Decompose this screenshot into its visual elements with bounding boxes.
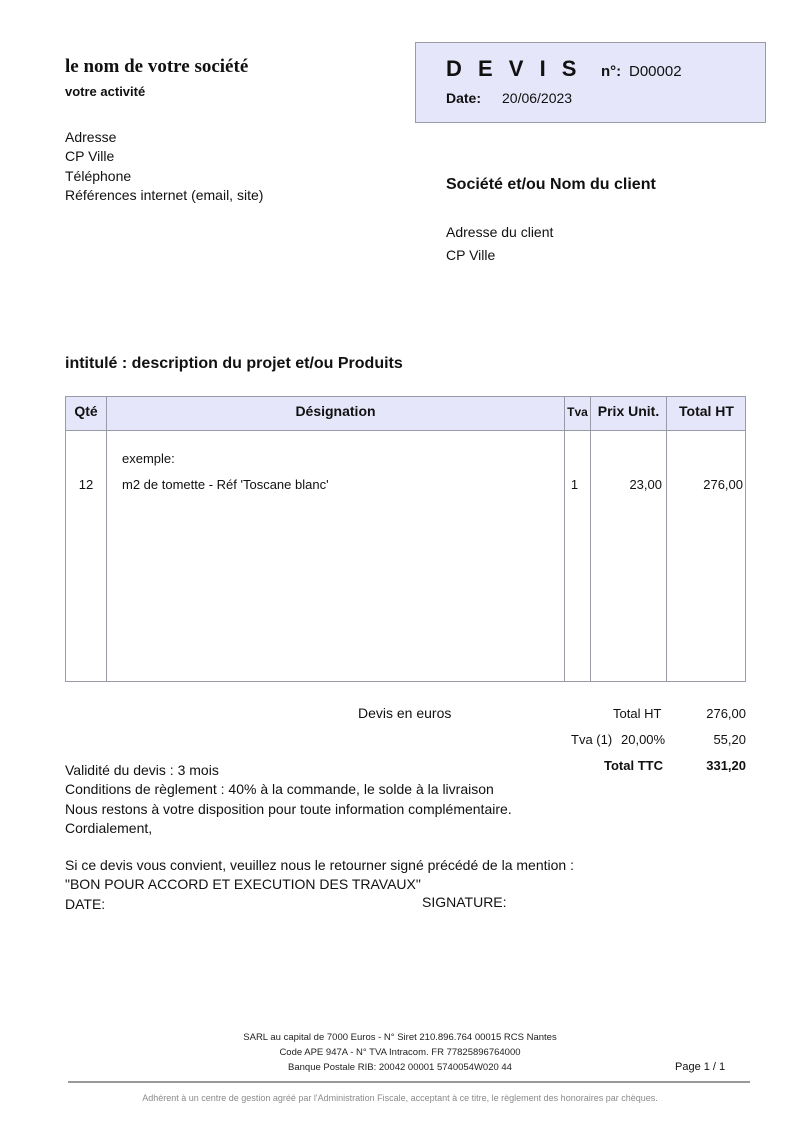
row-qty: 12 xyxy=(78,477,94,492)
payment-terms: Conditions de règlement : 40% à la commande, le solde à la livraison xyxy=(65,781,494,798)
company-web: Références internet (email, site) xyxy=(65,186,264,203)
total-ttc-label: Total TTC xyxy=(604,758,663,773)
company-address: Adresse xyxy=(65,129,117,145)
column-divider xyxy=(666,397,667,681)
row-total-ht: 276,00 xyxy=(703,477,743,492)
quote-header-box xyxy=(415,42,766,123)
client-name: Société et/ou Nom du client xyxy=(446,176,656,193)
availability-text: Nous restons à votre disposition pour toute information complémentaire. xyxy=(65,800,512,817)
currency-note: Devis en euros xyxy=(358,705,452,721)
tva-label: Tva (1) xyxy=(571,732,613,747)
row-designation: m2 de tomette - Réf 'Toscane blanc' xyxy=(122,477,329,492)
items-table xyxy=(65,396,746,682)
row-tva: 1 xyxy=(570,477,579,492)
column-divider xyxy=(590,397,591,681)
company-phone: Téléphone xyxy=(65,167,132,184)
validity-text: Validité du devis : 3 mois xyxy=(65,762,219,778)
client-city: CP Ville xyxy=(446,247,496,263)
legal-line-3: Banque Postale RIB: 20042 00001 5740054W020 44 xyxy=(288,1062,512,1073)
signature-field-label: SIGNATURE: xyxy=(422,894,507,910)
example-note: exemple: xyxy=(122,451,175,466)
company-activity: votre activité xyxy=(65,84,146,99)
client-address: Adresse du client xyxy=(446,224,554,240)
quote-number-label: n°: xyxy=(601,63,622,80)
footer-disclaimer: Adhérent à un centre de gestion agréé par l'Administration Fiscale, acceptant à ce titre, le règlement des honoraires par chèques. xyxy=(142,1093,658,1103)
company-city: CP Ville xyxy=(65,148,115,165)
company-name: le nom de votre société xyxy=(65,56,249,77)
legal-line-1: SARL au capital de 7000 Euros - N° Siret 210.896.764 00015 RCS Nantes xyxy=(243,1032,557,1043)
quote-date-label: Date: xyxy=(446,90,482,106)
acceptance-mention: "BON POUR ACCORD ET EXECUTION DES TRAVAUX" xyxy=(65,876,421,893)
column-divider xyxy=(106,397,107,681)
quote-date: 20/06/2023 xyxy=(502,90,573,106)
tva-amount: 55,20 xyxy=(713,732,746,747)
header-qty: Qté xyxy=(74,403,98,419)
date-field-label: DATE: xyxy=(65,895,106,912)
project-title: intitulé : description du projet et/ou Produits xyxy=(65,355,403,372)
header-total-ht: Total HT xyxy=(679,403,734,419)
total-ht-value: 276,00 xyxy=(706,706,746,721)
row-unit-price: 23,00 xyxy=(629,477,662,492)
header-unit-price: Prix Unit. xyxy=(597,403,660,419)
quote-number: D00002 xyxy=(629,63,682,80)
regards-text: Cordialement, xyxy=(65,819,153,836)
company-contact-block xyxy=(65,128,263,205)
acceptance-instruction: Si ce devis vous convient, veuillez nous le retourner signé précédé de la mention : xyxy=(65,857,574,873)
header-tva: Tva xyxy=(567,405,588,419)
column-divider xyxy=(564,397,565,681)
legal-line-2: Code APE 947A - N° TVA Intracom. FR 77825896764000 xyxy=(279,1047,521,1058)
header-designation: Désignation xyxy=(295,403,376,419)
page-number: Page 1 / 1 xyxy=(675,1061,726,1073)
total-ttc-value: 331,20 xyxy=(706,758,746,773)
footer-divider xyxy=(68,1081,750,1083)
total-ht-label: Total HT xyxy=(613,706,662,721)
quote-title: D E V I S xyxy=(446,56,582,81)
conditions-block xyxy=(65,761,512,838)
tva-rate: 20,00% xyxy=(621,732,666,747)
